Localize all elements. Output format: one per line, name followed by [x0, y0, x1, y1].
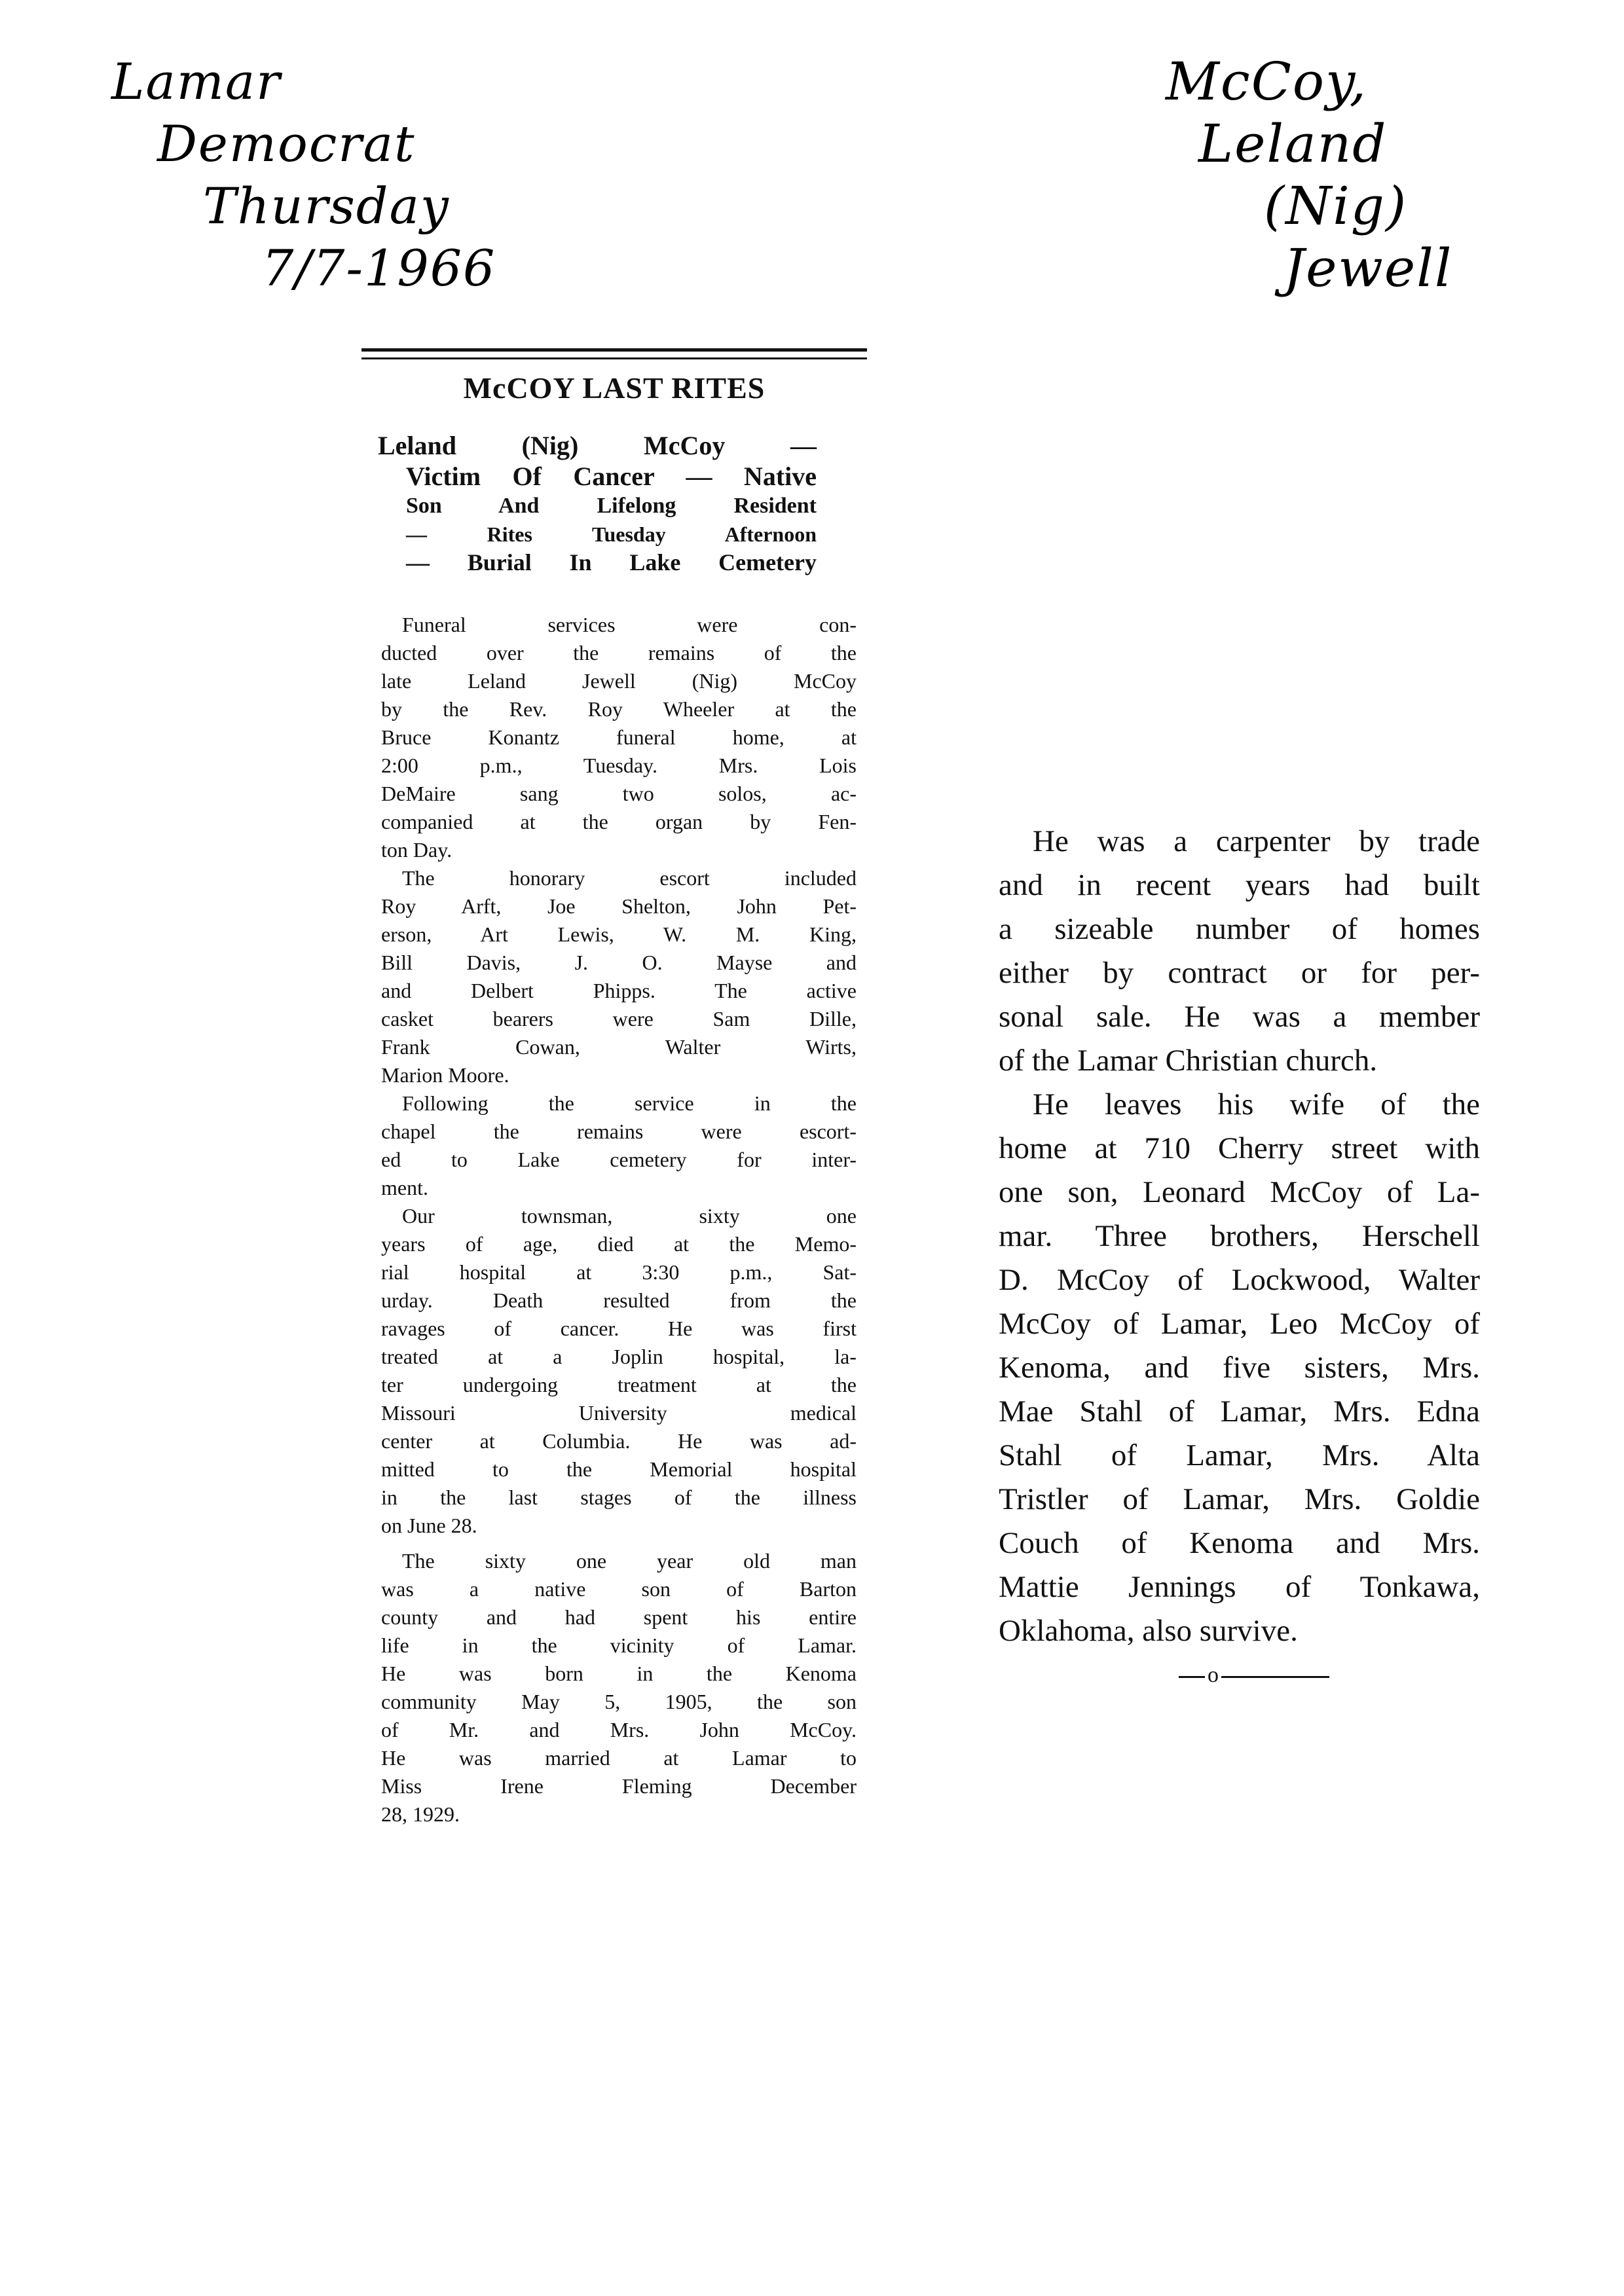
text-line: Marion Moore. [381, 1063, 509, 1087]
text-line: one son, Leonard McCoy of La- [999, 1175, 1480, 1209]
header-rule-bottom [361, 357, 867, 359]
text-line: of the Lamar Christian church. [999, 1044, 1378, 1078]
text-line: in the last stages of the illness [381, 1485, 857, 1509]
handwritten-line: Lamar [111, 52, 282, 111]
text-line: ment. [381, 1176, 428, 1199]
text-line: rial hospital at 3:30 p.m., Sat- [381, 1260, 857, 1284]
text-line: Following the service in the [402, 1091, 857, 1115]
text-line: Mattie Jennings of Tonkawa, [999, 1570, 1480, 1604]
text-line: of Mr. and Mrs. John McCoy. [381, 1718, 857, 1741]
text-line: treated at a Joplin hospital, la- [381, 1345, 857, 1368]
text-line: sonal sale. He was a member [999, 1000, 1480, 1034]
text-line: chapel the remains were escort- [381, 1120, 857, 1143]
text-line: years of age, died at the Memo- [381, 1232, 857, 1256]
subheadline: Victim Of Cancer — Native [406, 462, 817, 491]
text-line: ed to Lake cemetery for inter- [381, 1148, 857, 1171]
text-line: a sizeable number of homes [999, 912, 1480, 946]
text-line: Our townsman, sixty one [402, 1204, 857, 1228]
handwritten-line: Thursday [203, 177, 450, 235]
text-line: casket bearers were Sam Dille, [381, 1007, 857, 1030]
text-line: 28, 1929. [381, 1802, 460, 1826]
text-line: late Leland Jewell (Nig) McCoy [381, 669, 857, 693]
text-line: ducted over the remains of the [381, 641, 857, 665]
text-line: Missouri University medical [381, 1401, 857, 1425]
text-line: by the Rev. Roy Wheeler at the [381, 697, 857, 721]
text-line: Stahl of Lamar, Mrs. Alta [999, 1438, 1480, 1472]
header-rule-top [361, 348, 867, 352]
text-line: either by contract or for per- [999, 956, 1480, 990]
text-line: mar. Three brothers, Herschell [999, 1219, 1480, 1253]
text-line: The sixty one year old man [402, 1549, 857, 1573]
text-line: Roy Arft, Joe Shelton, John Pet- [381, 894, 857, 918]
text-line: Funeral services were con- [402, 613, 857, 636]
text-line: urday. Death resulted from the [381, 1288, 857, 1312]
text-line: erson, Art Lewis, W. M. King, [381, 922, 857, 946]
text-line: He was married at Lamar to [381, 1746, 857, 1770]
text-line: Mae Stahl of Lamar, Mrs. Edna [999, 1394, 1480, 1429]
subheadline: — Burial In Lake Cemetery [406, 549, 817, 575]
text-line: D. McCoy of Lockwood, Walter [999, 1263, 1480, 1297]
text-line: Bruce Konantz funeral home, at [381, 725, 857, 749]
handwritten-date: 7/7-1966 [262, 239, 496, 297]
text-line: Kenoma, and five sisters, Mrs. [999, 1351, 1480, 1385]
text-line: He was born in the Kenoma [381, 1662, 857, 1685]
text-line: Frank Cowan, Walter Wirts, [381, 1035, 857, 1059]
handwritten-line: McCoy, [1166, 51, 1368, 112]
article-headline: McCOY LAST RITES [463, 371, 766, 405]
text-line: Couch of Kenoma and Mrs. [999, 1526, 1480, 1560]
text-line: and in recent years had built [999, 868, 1480, 902]
text-line: ter undergoing treatment at the [381, 1373, 857, 1396]
text-line: was a native son of Barton [381, 1577, 857, 1601]
handwritten-line: Jewell [1283, 238, 1453, 299]
subheadline: Son And Lifelong Resident [406, 494, 817, 518]
handwritten-line: (Nig) [1264, 175, 1408, 236]
text-line: He leaves his wife of the [1033, 1087, 1480, 1121]
text-line: home at 710 Cherry street with [999, 1131, 1480, 1165]
text-line: He was a carpenter by trade [1033, 824, 1480, 858]
text-line: Tristler of Lamar, Mrs. Goldie [999, 1482, 1480, 1516]
separator-mark: o [1205, 1663, 1221, 1688]
text-line: 2:00 p.m., Tuesday. Mrs. Lois [381, 754, 857, 777]
text-line: on June 28. [381, 1514, 477, 1537]
text-line: companied at the organ by Fen- [381, 810, 857, 833]
text-line: Oklahoma, also survive. [999, 1614, 1298, 1648]
text-line: McCoy of Lamar, Leo McCoy of [999, 1307, 1480, 1341]
text-line: The honorary escort included [402, 866, 857, 890]
text-line: county and had spent his entire [381, 1605, 857, 1629]
text-line: DeMaire sang two solos, ac- [381, 782, 857, 805]
text-line: ravages of cancer. He was first [381, 1317, 857, 1340]
text-line: Miss Irene Fleming December [381, 1774, 857, 1798]
text-line: center at Columbia. He was ad- [381, 1429, 857, 1453]
handwritten-line: Democrat [157, 115, 416, 173]
text-line: and Delbert Phipps. The active [381, 979, 857, 1002]
subheadline: Leland (Nig) McCoy — [378, 431, 817, 460]
subheadline: — Rites Tuesday Afternoon [406, 522, 817, 546]
text-line: Bill Davis, J. O. Mayse and [381, 951, 857, 974]
text-line: life in the vicinity of Lamar. [381, 1633, 857, 1657]
handwritten-line: Leland [1198, 113, 1388, 174]
text-line: mitted to the Memorial hospital [381, 1457, 857, 1481]
end-separator [1179, 1663, 1329, 1689]
text-line: ton Day. [381, 838, 452, 862]
text-line: community May 5, 1905, the son [381, 1690, 857, 1713]
